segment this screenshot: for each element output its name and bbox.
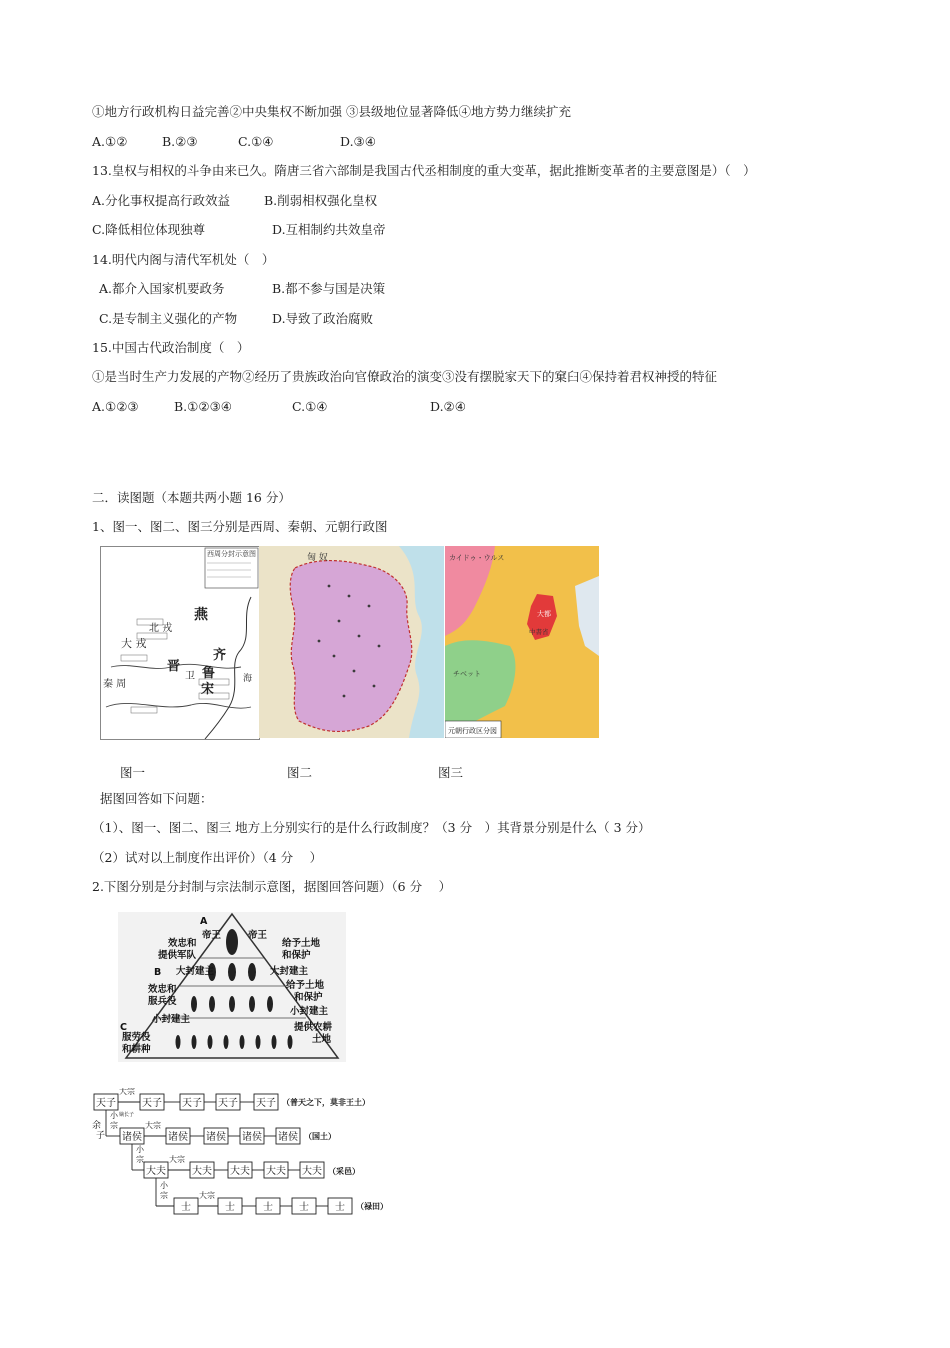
pyramid-left-2: 大封建主 (176, 966, 215, 977)
tree-r1-2: 天子 (182, 1098, 202, 1109)
item1-prompt: 据图回答如下问题： (100, 791, 213, 806)
pyramid-right-3: 给予土地 (286, 980, 325, 991)
tree-xiao-1: 小 (110, 1111, 118, 1120)
tree-zi: 子 (96, 1131, 106, 1141)
map1-label-jin: 晋 (167, 659, 181, 674)
map1-label-wei: 卫 (185, 671, 195, 682)
pyramid-left-6: 服劳役 (122, 1032, 151, 1043)
map1-label-song: 宋 (201, 682, 215, 697)
map3-label-dadu: 大都 (537, 610, 551, 618)
tree-r2-3: 诸侯 (242, 1132, 262, 1143)
q12-option-a[interactable]: A.①② (92, 134, 128, 149)
tree-xiao-3: 小 (160, 1181, 168, 1190)
caption-fig3: 图三 (438, 765, 464, 780)
q13-option-d[interactable]: D.互相制约共效皇帝 (272, 222, 386, 237)
q13-option-c[interactable]: C.降低相位体现独尊 (92, 222, 206, 237)
q15-option-d[interactable]: D.②④ (430, 399, 466, 414)
tree-r4-3: 士 (299, 1202, 309, 1213)
q14-stem: 14.明代内阁与清代军机处（ ） (92, 252, 275, 267)
item1-question-2: （2）试对以上制度作出评价）（4 分 ） (92, 850, 323, 865)
pyramid-left-5: 小封建主 (152, 1014, 191, 1025)
map-yuan (445, 546, 599, 738)
q14-option-b[interactable]: B.都不参与国是决策 (272, 281, 386, 296)
map1-label-lu: 鲁 (202, 666, 216, 681)
tree-r2-0: 诸侯 (122, 1132, 142, 1143)
pyramid-right-7: 土地 (312, 1034, 332, 1045)
tree-r1-0: 天子 (96, 1098, 116, 1109)
pyramid-right-1: 和保护 (282, 950, 311, 961)
map1-label-yan: 燕 (194, 607, 208, 623)
item1-question-1: （1）、图一、图二、图三 地方上分别实行的是什么行政制度？（3 分 ）其背景分别是什么（ 3 分） (92, 820, 651, 835)
item1-title: 1、图一、图二、图三分别是西周、秦朝、元朝行政图 (92, 519, 388, 534)
tree-r4-2: 士 (263, 1202, 273, 1213)
pyramid-right-2: 大封建主 (270, 966, 309, 977)
map1-label-beirong: 北 戎 (149, 623, 173, 634)
tree-xiao-2: 小 (136, 1145, 144, 1154)
q12-statements: ①地方行政机构日益完善②中央集权不断加强 ③县级地位显著降低④地方势力继续扩充 (92, 104, 571, 119)
tree-note-4: （禄田） (356, 1201, 388, 1211)
pyramid-right-4: 和保护 (294, 992, 323, 1003)
map3-label-ulus: カイドゥ・ウルス (449, 554, 505, 562)
tree-r3-2: 大夫 (230, 1166, 250, 1177)
map3-title: 元朝行政区分図 (448, 727, 497, 735)
q14-option-a[interactable]: A.都介入国家机要政务 (99, 281, 225, 296)
map-western-zhou (100, 546, 260, 740)
clan-system-diagram (92, 1088, 392, 1224)
q13-stem: 13.皇权与相权的斗争由来已久。隋唐三省六部制是我国古代丞相制度的重大变革，据此推断变革者的主要意图是）（ ） (92, 163, 756, 178)
map1-label-sea: 海 (243, 674, 253, 684)
tree-zong-3: 宗 (160, 1191, 168, 1200)
q14-option-d[interactable]: D.导致了政治腐败 (272, 311, 374, 326)
map3-label-tibet: チベット (453, 670, 481, 678)
q15-option-c[interactable]: C.①④ (292, 399, 328, 414)
q12-option-d[interactable]: D.③④ (340, 134, 376, 149)
q14-option-c[interactable]: C.是专制主义强化的产物 (99, 311, 238, 326)
caption-fig2: 图二 (287, 765, 313, 780)
tree-note-2: （国土） (304, 1131, 336, 1141)
section-heading: 二．读图题（本题共两小题 16 分） (92, 490, 291, 505)
map1-label-qi: 齐 (213, 648, 227, 663)
map2-label-xiongnu: 匈 奴 (307, 553, 328, 563)
q13-option-a[interactable]: A.分化事权提高行政效益 (92, 193, 231, 208)
tree-r2-1: 诸侯 (168, 1132, 188, 1143)
q12-option-b[interactable]: B.②③ (162, 134, 198, 149)
feudal-pyramid-diagram (118, 912, 346, 1062)
tree-r3-1: 大夫 (192, 1166, 212, 1177)
pyramid-top-left: 帝王 (202, 930, 222, 941)
pyramid-right-5: 小封建主 (290, 1006, 329, 1017)
tree-zong-1: 宗 (110, 1121, 118, 1130)
tree-r3-0: 大夫 (146, 1166, 166, 1177)
q12-option-c[interactable]: C.①④ (238, 134, 274, 149)
pyramid-right-6: 提供农耕 (294, 1022, 333, 1033)
tree-r1-1: 天子 (142, 1098, 162, 1109)
pyramid-tag-c: C (120, 1022, 127, 1033)
map1-label-qinzhou: 秦 周 (103, 679, 127, 690)
pyramid-top-right: 帝王 (248, 930, 268, 941)
map-qin (259, 546, 444, 738)
tree-r2-2: 诸侯 (206, 1132, 226, 1143)
map3-label-zhongshu: 中書省 (529, 628, 549, 636)
tree-r3-3: 大夫 (266, 1166, 286, 1177)
tree-r4-1: 士 (225, 1202, 235, 1213)
pyramid-left-0: 效忠和 (168, 938, 197, 949)
tree-dazong-top: 大宗 (119, 1088, 135, 1096)
pyramid-left-3: 效忠和 (148, 984, 177, 995)
tree-note-1: （普天之下，莫非王土） (282, 1097, 370, 1107)
pyramid-left-1: 提供军队 (158, 950, 197, 961)
pyramid-tag-a: A (200, 916, 208, 927)
tree-yu: 余 (92, 1121, 102, 1131)
item2-title: 2.下图分别是分封制与宗法制示意图，据图回答问题）（6 分 ） (92, 879, 452, 894)
tree-r4-0: 士 (181, 1202, 191, 1213)
tree-note-3: （采邑） (328, 1166, 360, 1176)
pyramid-left-7: 和耕种 (122, 1044, 151, 1055)
q13-option-b[interactable]: B.削弱相权强化皇权 (264, 193, 378, 208)
tree-r2-4: 诸侯 (278, 1132, 298, 1143)
tree-dizhangzi: 嫡长子 (119, 1112, 135, 1118)
tree-r4-4: 士 (335, 1202, 345, 1213)
tree-r1-4: 天子 (256, 1098, 276, 1109)
pyramid-tag-b: B (154, 967, 162, 978)
caption-fig1: 图一 (120, 765, 146, 780)
tree-dazong-r2: 大宗 (145, 1121, 161, 1130)
q15-option-b[interactable]: B.①②③④ (174, 399, 232, 414)
q15-option-a[interactable]: A.①②③ (92, 399, 139, 414)
map1-title: 西周分封示意图 (207, 550, 256, 558)
tree-dazong-r3: 大宗 (169, 1155, 185, 1164)
tree-dazong-r4: 大宗 (199, 1191, 215, 1200)
tree-r1-3: 天子 (218, 1098, 238, 1109)
q15-statements: ①是当时生产力发展的产物②经历了贵族政治向官僚政治的演变③没有摆脱家天下的窠臼④保持着君权神授的特征 (92, 369, 718, 384)
tree-r3-4: 大夫 (302, 1166, 322, 1177)
pyramid-right-0: 给予土地 (282, 938, 321, 949)
map1-label-darong: 大 戎 (121, 637, 147, 650)
tree-zong-2: 宗 (136, 1155, 144, 1164)
pyramid-left-4: 服兵役 (148, 996, 177, 1007)
q15-stem: 15.中国古代政治制度（ ） (92, 340, 250, 355)
